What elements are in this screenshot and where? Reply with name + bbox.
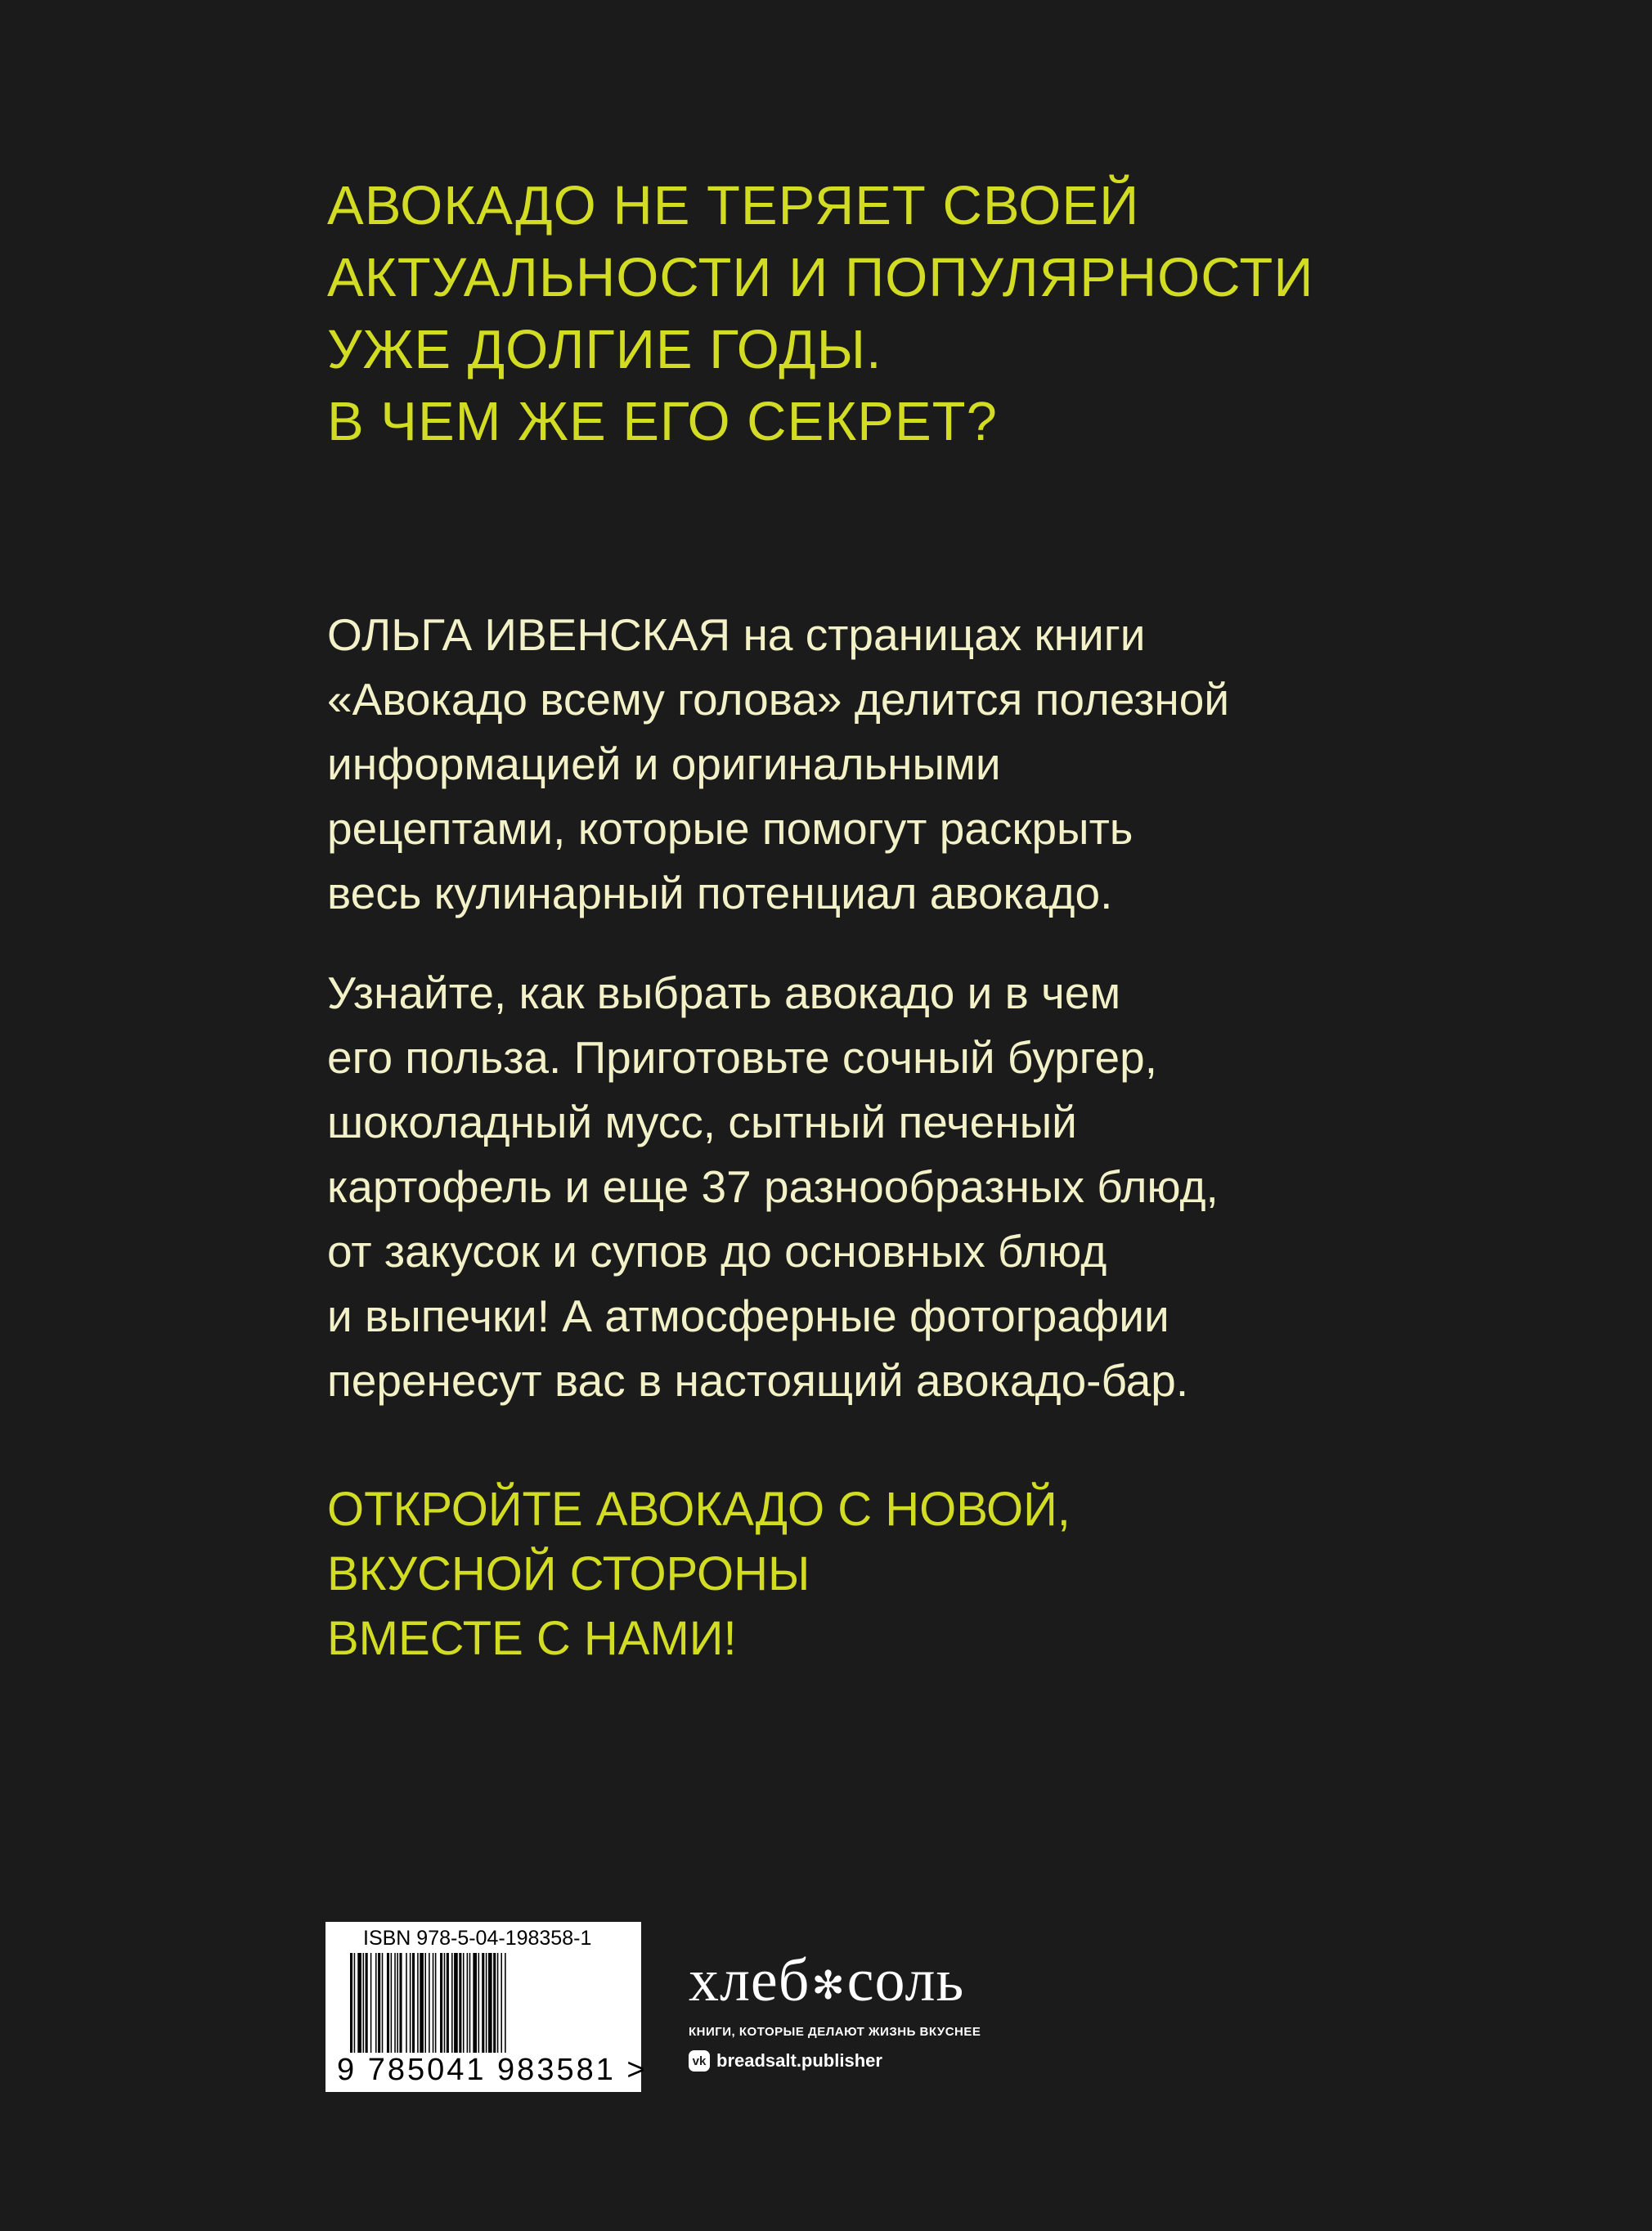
paragraph-line: и выпечки! А атмосферные фотографии xyxy=(327,1291,1169,1341)
barcode-bar xyxy=(412,1953,415,2053)
barcode-bar xyxy=(429,1953,430,2053)
barcode-bar xyxy=(435,1953,437,2053)
barcode-bar xyxy=(382,1953,384,2053)
barcode-bar xyxy=(350,1953,352,2053)
headline-line: УЖЕ ДОЛГИЕ ГОДЫ. xyxy=(327,319,882,380)
barcode-bar xyxy=(397,1953,398,2053)
barcode-bar xyxy=(493,1953,496,2053)
vk-icon: vk xyxy=(689,2050,710,2072)
paragraph-line: «Авокадо всему голова» делится полезной xyxy=(327,674,1230,725)
barcode-bar xyxy=(488,1953,492,2053)
barcode-bar xyxy=(410,1953,411,2053)
isbn-label: ISBN 978-5-04-198358-1 xyxy=(363,1927,592,1950)
barcode-bar xyxy=(394,1953,396,2053)
barcode-bar xyxy=(420,1953,424,2053)
barcode-bar xyxy=(478,1953,480,2053)
barcode-bar xyxy=(467,1953,469,2053)
barcode-bar xyxy=(451,1953,453,2053)
barcode-digits: 9 785041 983581 > xyxy=(337,2053,648,2087)
paragraph-line: ОЛЬГА ИВЕНСКАЯ на страницах книги xyxy=(327,609,1146,660)
barcode-bars xyxy=(350,1953,617,2053)
paragraph-line: весь кулинарный потенциал авокадо. xyxy=(327,868,1113,918)
paragraph-line: картофель и еще 37 разнообразных блюд, xyxy=(327,1161,1219,1212)
publisher-tagline: КНИГИ, КОТОРЫЕ ДЕЛАЮТ ЖИЗНЬ ВКУСНЕЕ xyxy=(689,2025,981,2040)
barcode-bar xyxy=(440,1953,442,2053)
barcode-bar xyxy=(354,1953,356,2053)
headline-line: АКТУАЛЬНОСТИ И ПОПУЛЯРНОСТИ xyxy=(327,247,1314,308)
description-paragraph-1 xyxy=(327,603,1382,926)
publisher-social xyxy=(689,2050,999,2072)
barcode-bar xyxy=(497,1953,499,2053)
paragraph-line: перенесут вас в настоящий авокадо-бар. xyxy=(327,1355,1189,1406)
headline-line: В ЧЕМ ЖЕ ЕГО СЕКРЕТ? xyxy=(327,391,998,452)
barcode-bar xyxy=(501,1953,502,2053)
publisher-block xyxy=(689,1947,999,2072)
paragraph-line: его польза. Приготовьте сочный бургер, xyxy=(327,1032,1157,1083)
barcode-bar xyxy=(473,1953,477,2053)
logo-word-bread: хлеб xyxy=(689,1947,810,2014)
barcode-bar xyxy=(375,1953,377,2053)
barcode-bar xyxy=(505,1953,506,2053)
barcode-bar xyxy=(391,1953,393,2053)
barcode-bar xyxy=(463,1953,465,2053)
social-handle: breadsalt.publisher xyxy=(716,2050,882,2072)
headline-line: АВОКАДО НЕ ТЕРЯЕТ СВОЕЙ xyxy=(327,175,1140,236)
barcode-bar xyxy=(417,1953,419,2053)
isbn-barcode xyxy=(325,1922,648,2092)
paragraph-line: информацией и оригинальными xyxy=(327,738,1001,789)
closing-line: ВКУСНОЙ СТОРОНЫ xyxy=(327,1547,810,1600)
headline xyxy=(327,170,1382,458)
barcode-bar xyxy=(459,1953,461,2053)
barcode-bar xyxy=(399,1953,402,2053)
barcode-bar xyxy=(486,1953,487,2053)
barcode-bar xyxy=(444,1953,446,2053)
barcode-bar xyxy=(363,1953,365,2053)
barcode-bar xyxy=(447,1953,449,2053)
closing-slogan xyxy=(327,1477,1382,1671)
paragraph-line: Узнайте, как выбрать авокадо и в чем xyxy=(327,967,1121,1018)
barcode-bar xyxy=(378,1953,380,2053)
barcode-bar xyxy=(482,1953,484,2053)
paragraph-line: рецептами, которые помогут раскрыть xyxy=(327,803,1134,854)
logo-word-salt: соль xyxy=(846,1947,965,2014)
paragraph-line: от закусок и супов до основных блюд xyxy=(327,1226,1107,1277)
barcode-bar xyxy=(454,1953,458,2053)
publisher-logo xyxy=(689,1947,999,2017)
closing-line: ОТКРОЙТЕ АВОКАДО С НОВОЙ, xyxy=(327,1483,1071,1536)
barcode-bar xyxy=(424,1953,426,2053)
barcode-bar xyxy=(469,1953,471,2053)
barcode-bar xyxy=(370,1953,372,2053)
barcode-bar xyxy=(387,1953,389,2053)
closing-line: ВМЕСТЕ С НАМИ! xyxy=(327,1612,737,1665)
barcode-bar xyxy=(406,1953,407,2053)
description-paragraph-2 xyxy=(327,961,1382,1413)
barcode-bar xyxy=(433,1953,434,2053)
paragraph-line: шоколадный мусс, сытный печеный xyxy=(327,1097,1077,1147)
barcode-bar xyxy=(357,1953,361,2053)
barcode-bar xyxy=(366,1953,368,2053)
flower-icon: ✻ xyxy=(811,1964,846,2009)
